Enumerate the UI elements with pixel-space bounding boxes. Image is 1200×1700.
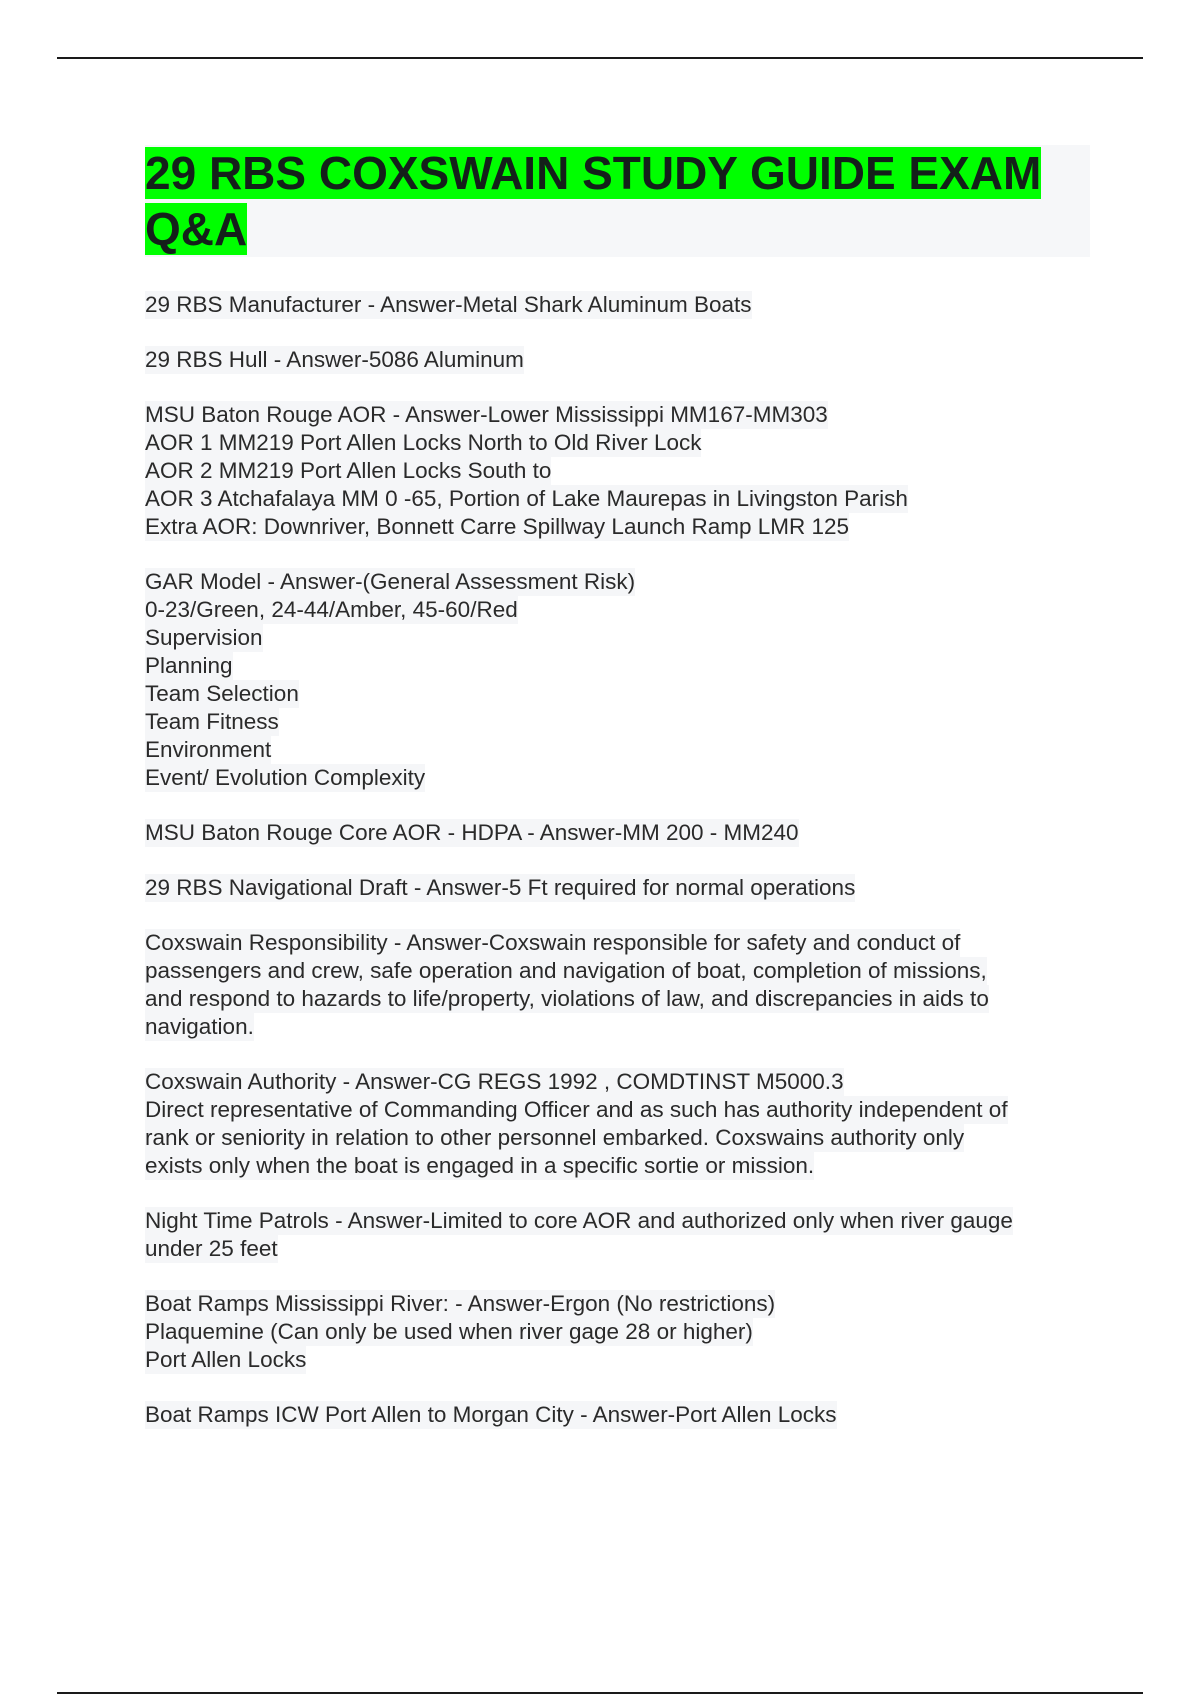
qa-answer-line: Team Selection — [145, 681, 299, 706]
qa-question-line: Coxswain Authority - Answer-CG REGS 1992 , COMDTINST M5000.3 — [145, 1069, 844, 1094]
qa-question-line: Night Time Patrols - Answer-Limited to core AOR and authorized only when river gauge — [145, 1208, 1013, 1233]
qa-answer-line: navigation. — [145, 1014, 254, 1039]
qa-entry — [145, 1401, 1090, 1429]
qa-answer-line: Extra AOR: Downriver, Bonnett Carre Spillway Launch Ramp LMR 125 — [145, 514, 850, 539]
qa-entry — [145, 291, 1090, 319]
qa-entry — [145, 568, 1090, 792]
qa-entry — [145, 929, 1090, 1041]
qa-list — [145, 291, 1090, 1429]
qa-entry — [145, 1207, 1090, 1263]
qa-answer-line: Supervision — [145, 625, 263, 650]
qa-answer-line: rank or seniority in relation to other personnel embarked. Coxswains authority only — [145, 1125, 965, 1150]
qa-entry — [145, 401, 1090, 541]
qa-answer-line: exists only when the boat is engaged in a specific sortie or mission. — [145, 1153, 815, 1178]
document-body — [145, 145, 1090, 1456]
title-block — [145, 145, 1090, 257]
qa-answer-line: Planning — [145, 653, 233, 678]
qa-answer-line: and respond to hazards to life/property, violations of law, and discrepancies in aids to — [145, 986, 989, 1011]
title-highlight: 29 RBS COXSWAIN STUDY GUIDE EXAM Q&A — [145, 147, 1042, 255]
qa-entry — [145, 1290, 1090, 1374]
qa-question-line: Coxswain Responsibility - Answer-Coxswain responsible for safety and conduct of — [145, 930, 961, 955]
qa-entry — [145, 819, 1090, 847]
qa-question-line: 29 RBS Manufacturer - Answer-Metal Shark Aluminum Boats — [145, 292, 752, 317]
qa-question-line: MSU Baton Rouge Core AOR - HDPA - Answer-MM 200 - MM240 — [145, 820, 799, 845]
qa-question-line: Boat Ramps Mississippi River: - Answer-Ergon (No restrictions) — [145, 1291, 776, 1316]
qa-answer-line: 0-23/Green, 24-44/Amber, 45-60/Red — [145, 597, 518, 622]
qa-answer-line: Plaquemine (Can only be used when river gage 28 or higher) — [145, 1319, 753, 1344]
bottom-rule — [57, 1692, 1143, 1694]
qa-question-line: GAR Model - Answer-(General Assessment Risk) — [145, 569, 636, 594]
qa-answer-line: AOR 2 MM219 Port Allen Locks South to — [145, 458, 552, 483]
qa-answer-line: Team Fitness — [145, 709, 279, 734]
qa-answer-line: AOR 1 MM219 Port Allen Locks North to Old River Lock — [145, 430, 702, 455]
qa-question-line: MSU Baton Rouge AOR - Answer-Lower Mississippi MM167-MM303 — [145, 402, 828, 427]
qa-question-line: Boat Ramps ICW Port Allen to Morgan City - Answer-Port Allen Locks — [145, 1402, 837, 1427]
qa-answer-line: AOR 3 Atchafalaya MM 0 -65, Portion of Lake Maurepas in Livingston Parish — [145, 486, 908, 511]
qa-answer-line: Environment — [145, 737, 272, 762]
qa-entry — [145, 874, 1090, 902]
qa-answer-line: passengers and crew, safe operation and navigation of boat, completion of missions, — [145, 958, 987, 983]
qa-entry — [145, 346, 1090, 374]
qa-question-line: 29 RBS Navigational Draft - Answer-5 Ft required for normal operations — [145, 875, 856, 900]
qa-answer-line: Port Allen Locks — [145, 1347, 307, 1372]
qa-question-line: 29 RBS Hull - Answer-5086 Aluminum — [145, 347, 524, 372]
qa-entry — [145, 1068, 1090, 1180]
qa-answer-line: Event/ Evolution Complexity — [145, 765, 426, 790]
document-title — [145, 145, 1090, 257]
qa-answer-line: Direct representative of Commanding Officer and as such has authority independent of — [145, 1097, 1008, 1122]
top-rule — [57, 57, 1143, 59]
qa-answer-line: under 25 feet — [145, 1236, 278, 1261]
